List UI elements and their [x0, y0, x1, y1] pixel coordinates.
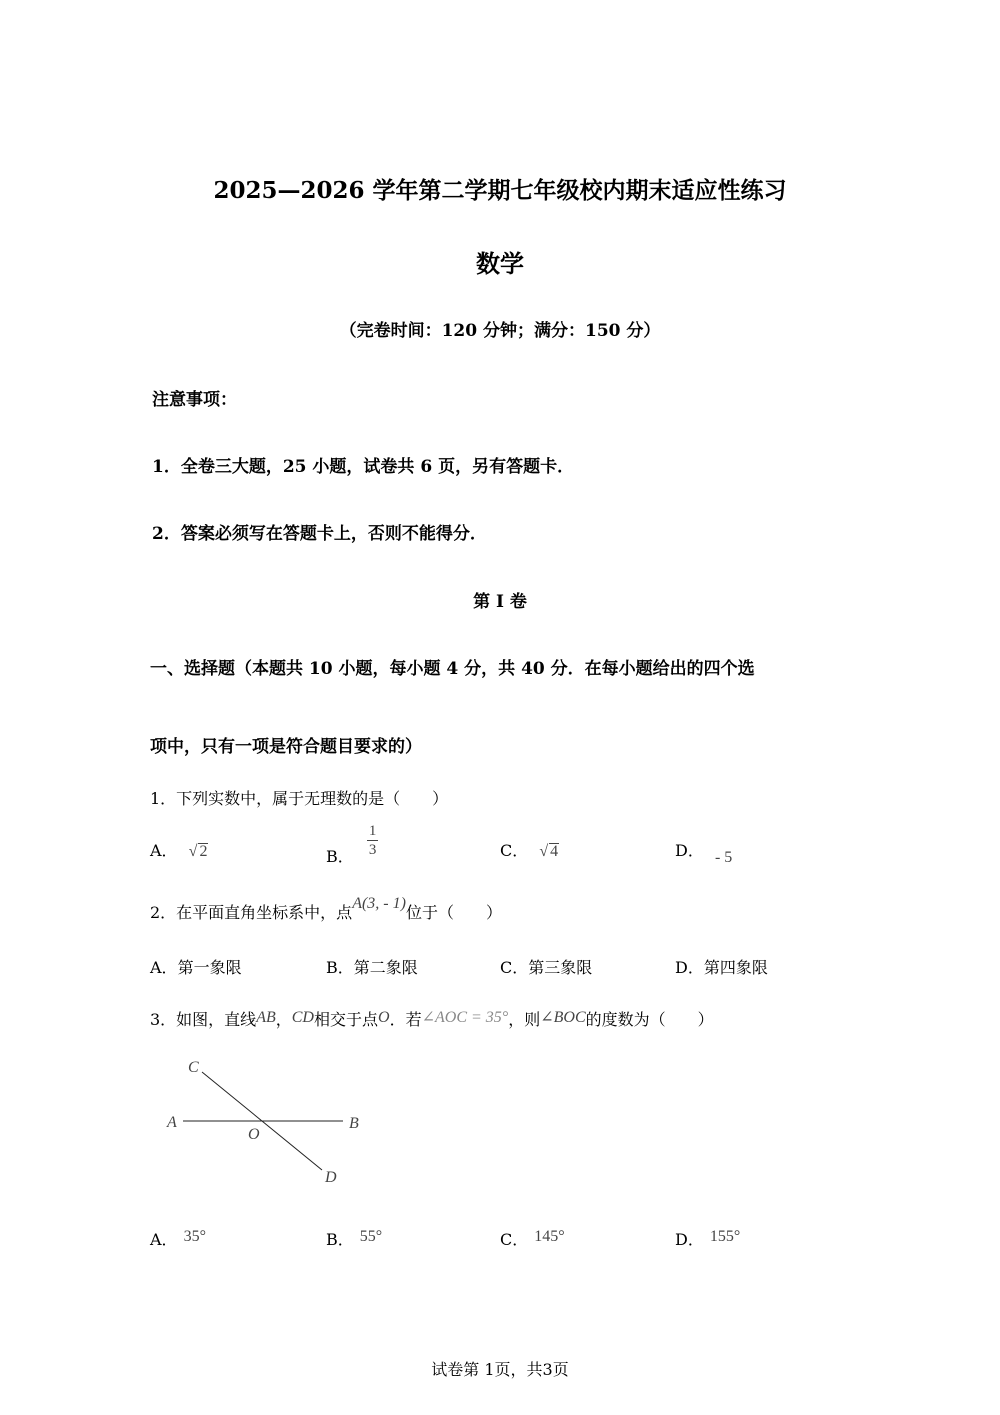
q2-option-d-text: 第四象限	[703, 958, 768, 977]
label-a: A	[167, 1114, 177, 1131]
question-3-stem	[150, 1007, 714, 1030]
q3-option-c-value: 145°	[534, 1228, 565, 1245]
q3-option-a	[150, 1227, 206, 1250]
q3-stem-part-1: 3．如图，直线	[150, 1010, 257, 1029]
notes-heading: 注意事项：	[152, 390, 237, 410]
q2-option-c	[500, 955, 592, 978]
q1-option-d-label: D．	[675, 841, 704, 860]
q3-option-c-label: C．	[500, 1230, 529, 1249]
q1-option-a-radicand: 2	[199, 843, 208, 860]
q3-angle-aoc: ∠AOC = 35°	[421, 1009, 509, 1026]
q3-point-o: O	[378, 1009, 390, 1026]
time-info: （完卷时间：120 分钟；满分：150 分）	[339, 321, 661, 341]
q3-option-a-label: A．	[150, 1230, 178, 1249]
section-heading-line1: 一、选择题（本题共 10 小题，每小题 4 分，共 40 分．在每小题给出的四个选	[150, 659, 755, 679]
q3-option-d	[675, 1227, 740, 1250]
q2-option-c-label: C．	[500, 958, 529, 977]
q2-option-b-label: B．	[326, 958, 354, 977]
q3-option-d-value: 155°	[709, 1228, 741, 1245]
q1-option-a	[150, 838, 208, 861]
q3-option-b-label: B．	[326, 1230, 354, 1249]
q3-stem-part-5: 相交于点	[313, 1010, 378, 1029]
label-b: B	[349, 1115, 359, 1132]
label-o: O	[248, 1126, 260, 1143]
q2-option-b	[326, 955, 418, 978]
part-title: 第 I 卷	[473, 592, 527, 612]
q2-option-c-text: 第三象限	[528, 958, 593, 977]
q2-option-a-label: A．	[150, 958, 178, 977]
q1-option-b	[326, 822, 378, 866]
q2-option-b-text: 第二象限	[353, 958, 418, 977]
question-2-stem	[150, 895, 502, 923]
q2-option-d	[675, 955, 768, 978]
q1-option-c-label: C．	[500, 841, 529, 860]
q3-line-ab: AB	[256, 1009, 276, 1026]
question-1-stem: 1．下列实数中，属于无理数的是（ ）	[150, 789, 449, 808]
q1-option-d	[675, 838, 733, 866]
q3-option-c	[500, 1227, 565, 1250]
q3-stem-part-7: ．若	[389, 1010, 422, 1029]
note-item-2: 2．答案必须写在答题卡上，否则不能得分．	[152, 524, 487, 544]
q1-option-a-math: √ 2	[188, 843, 208, 860]
q3-angle-boc: ∠BOC	[540, 1009, 586, 1026]
q2-stem-after: 位于（ ）	[405, 903, 502, 922]
q1-option-b-numerator: 1	[368, 823, 377, 839]
note-item-1: 1．全卷三大题，25 小题，试卷共 6 页，另有答题卡．	[152, 457, 575, 477]
label-c: C	[188, 1059, 199, 1076]
q2-option-a-text: 第一象限	[177, 958, 242, 977]
subject-title: 数学	[476, 249, 524, 278]
q1-option-c-radicand: 4	[550, 843, 559, 860]
q1-option-b-denominator: 3	[368, 842, 377, 858]
label-d: D	[325, 1169, 337, 1186]
section-heading-line2: 项中，只有一项是符合题目要求的）	[150, 737, 422, 757]
q2-point-math: A(3, - 1)	[352, 895, 406, 912]
q2-stem-before: 2．在平面直角坐标系中，点	[150, 903, 353, 922]
q1-option-c	[500, 838, 559, 861]
q1-option-b-label: B．	[326, 847, 354, 866]
q1-option-a-label: A．	[150, 841, 178, 860]
q3-intersecting-lines-figure	[150, 1050, 380, 1190]
q3-option-d-label: D．	[675, 1230, 704, 1249]
q1-option-c-math: √ 4	[539, 843, 559, 860]
q1-option-b-fraction	[367, 822, 379, 859]
q3-stem-part-3: ，	[275, 1010, 292, 1029]
q3-option-b	[326, 1227, 382, 1250]
q2-option-a	[150, 955, 242, 978]
q3-stem-part-9: ，则	[508, 1010, 541, 1029]
q3-option-b-value: 55°	[359, 1228, 383, 1245]
exam-title: 2025—2026 学年第二学期七年级校内期末适应性练习	[213, 177, 787, 204]
page-footer: 试卷第 1页，共3页	[431, 1360, 569, 1379]
q1-option-d-value: - 5	[714, 849, 733, 866]
q3-stem-part-11: 的度数为（ ）	[585, 1010, 714, 1029]
q3-line-cd: CD	[291, 1009, 314, 1026]
q3-option-a-value: 35°	[183, 1228, 206, 1245]
q2-option-d-label: D．	[675, 958, 704, 977]
